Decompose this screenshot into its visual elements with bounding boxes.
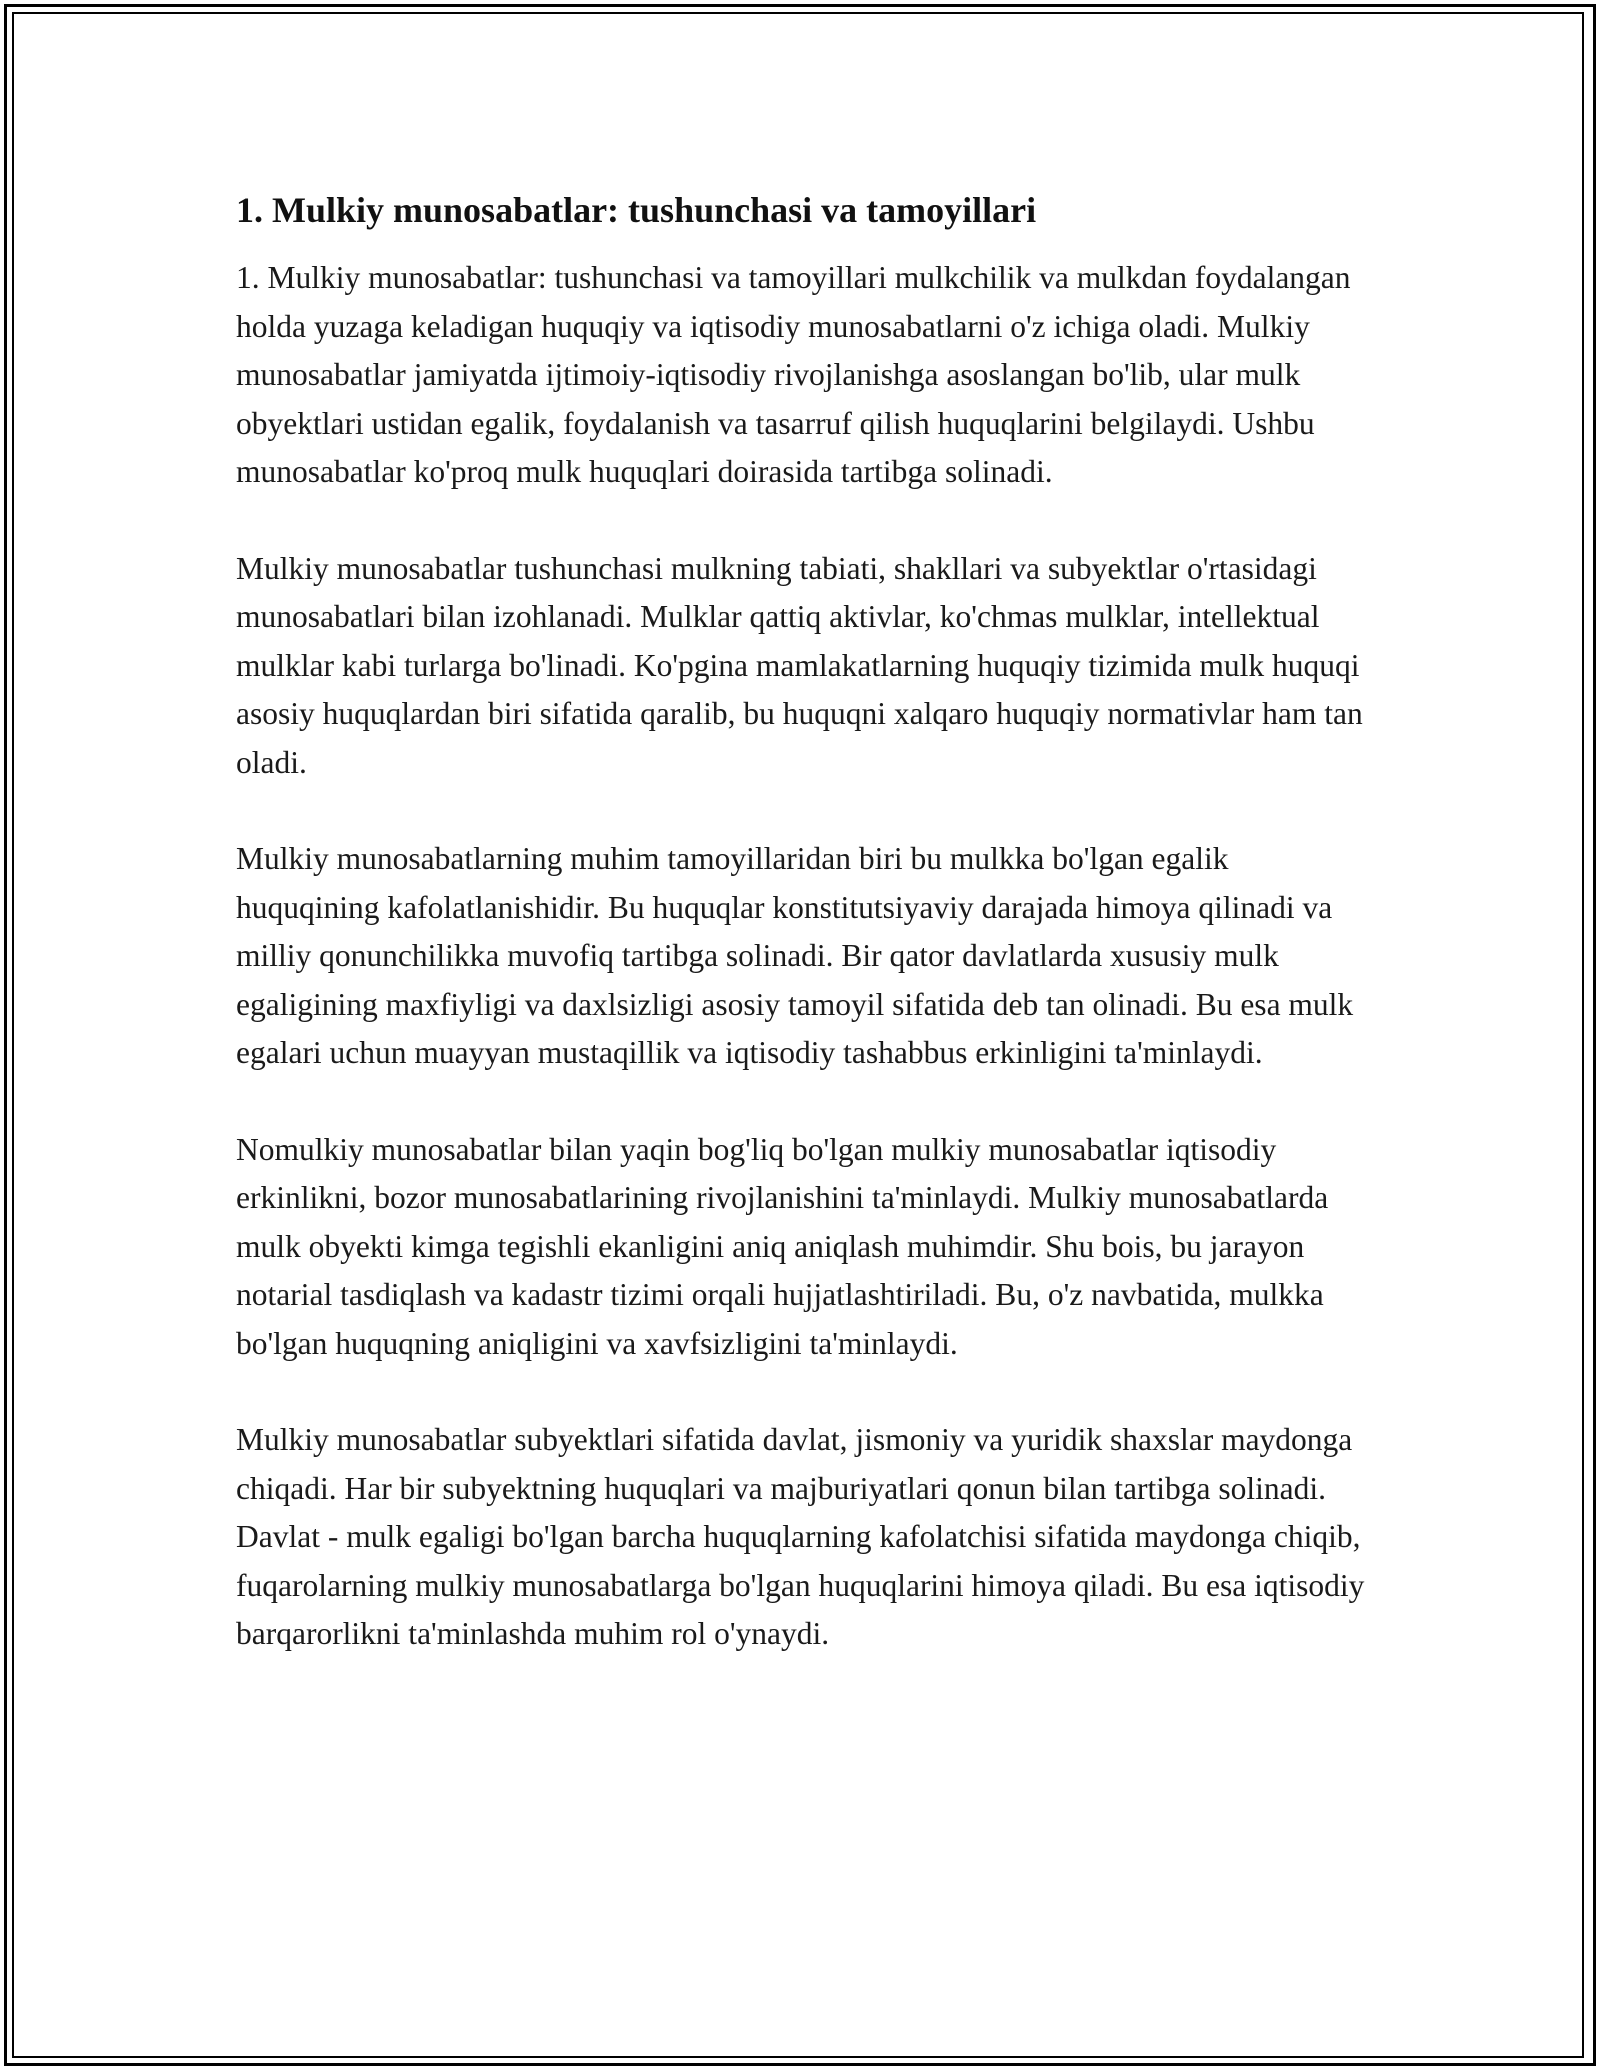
paragraph-2: Mulkiy munosabatlar tushunchasi mulkning tabiati, shakllari va subyektlar o'rtasidagi munosabatlari bilan izohlanadi. Mulklar qattiq aktivlar, ko'chmas mulklar, intellektual mulklar kabi turlarga bo'linadi. Ko'pgina mamlakatlarning huquqiy tizimida mulk huquqi asosiy huquqlardan biri sifatida qaralib, bu huquqni xalqaro huquqiy normativlar ham tan oladi. (236, 550, 1363, 780)
paragraph-5: Mulkiy munosabatlar subyektlari sifatida davlat, jismoniy va yuridik shaxslar maydonga chiqadi. Har bir subyektning huquqlari va majburiyatlari qonun bilan tartibga solinadi. Davlat - mulk egaligi bo'lgan barcha huquqlarning kafolatchisi sifatida maydonga chiqib, fuqarolarning mulkiy munosabatlarga bo'lgan huquqlarini himoya qiladi. Bu esa iqtisodiy barqarorlikni ta'minlashda muhim rol o'ynaydi. (236, 1422, 1365, 1651)
document-body (236, 186, 1366, 1707)
paragraph-1: 1. Mulkiy munosabatlar: tushunchasi va tamoyillari mulkchilik va mulkdan foydalangan holda yuzaga keladigan huquqiy va iqtisodiy munosabatlarni o'z ichiga oladi. Mulkiy munosabatlar jamiyatda ijtimoiy-iqtisodiy rivojlanishga asoslangan bo'lib, ular mulk obyektlari ustidan egalik, foydalanish va tasarruf qilish huquqlarini belgilaydi. Ushbu munosabatlar ko'proq mulk huquqlari doirasida tartibga solinadi. (236, 260, 1351, 489)
paragraph-4: Nomulkiy munosabatlar bilan yaqin bog'liq bo'lgan mulkiy munosabatlar iqtisodiy erkinlikni, bozor munosabatlarining rivojlanishini ta'minlaydi. Mulkiy munosabatlarda mulk obyekti kimga tegishli ekanligini aniq aniqlash muhimdir. Shu bois, bu jarayon notarial tasdiqlash va kadastr tizimi orqali hujjatlashtiriladi. Bu, o'z navbatida, mulkka bo'lgan huquqning aniqligini va xavfsizligini ta'minlaydi. (236, 1131, 1329, 1361)
document-title: 1. Mulkiy munosabatlar: tushunchasi va tamoyillari (236, 190, 1037, 230)
paragraph-3: Mulkiy munosabatlarning muhim tamoyillaridan biri bu mulkka bo'lgan egalik huquqining kafolatlanishidir. Bu huquqlar konstitutsiyaviy darajada himoya qilinadi va milliy qonunchilikka muvofiq tartibga solinadi. Bir qator davlatlarda xususiy mulk egaligining maxfiyligi va daxlsizligi asosiy tamoyil sifatida deb tan olinadi. Bu esa mulk egalari uchun muayyan mustaqillik va iqtisodiy tashabbus erkinligini ta'minlaydi. (236, 841, 1354, 1070)
